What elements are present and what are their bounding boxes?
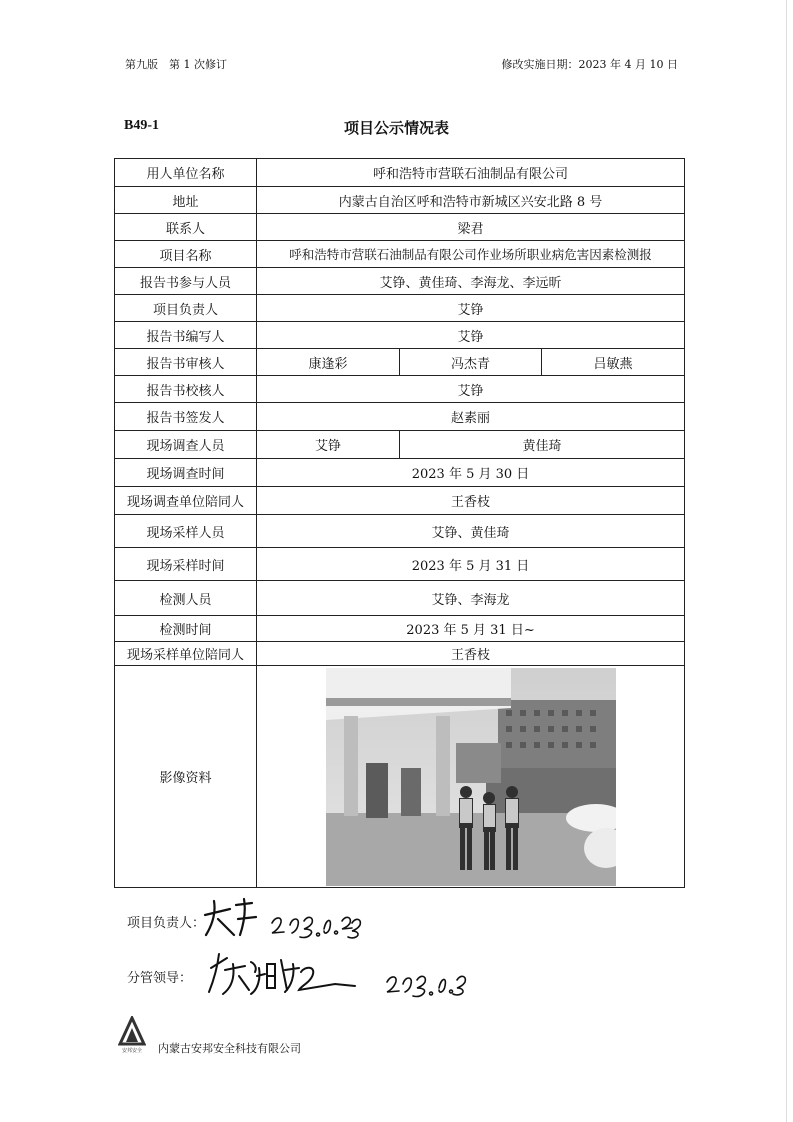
table-row (115, 666, 685, 888)
survey-staff-1: 艾铮 (257, 431, 400, 459)
table-row (115, 295, 685, 322)
project-lead-sign-date (270, 922, 271, 923)
sampling-escort-value: 王香枝 (257, 642, 685, 666)
table-row (115, 241, 685, 268)
project-lead-sign-label: 项目负责人： (127, 916, 206, 931)
testers-label: 检测人员 (115, 581, 257, 616)
test-time-label: 检测时间 (115, 616, 257, 642)
writer-value: 艾铮 (257, 322, 685, 349)
address-value: 内蒙古自治区呼和浩特市新城区兴安北路 8 号 (257, 187, 685, 214)
images-cell (257, 666, 685, 888)
writer-label: 报告书编写人 (115, 322, 257, 349)
survey-time-value: 2023 年 5 月 30 日 (257, 459, 685, 487)
table-row (115, 431, 685, 459)
survey-escort-value: 王香枝 (257, 487, 685, 515)
sampling-time-value: 2023 年 5 月 31 日 (257, 548, 685, 581)
reviewer-1: 康逢彩 (257, 349, 400, 376)
test-time-value: 2023 年 5 月 31 日~ (257, 616, 685, 642)
sampling-escort-label: 现场采样单位陪同人 (115, 642, 257, 666)
table-row (115, 322, 685, 349)
contact-label: 联系人 (115, 214, 257, 241)
table-row (115, 459, 685, 487)
manager-sign-label: 分管领导： (127, 971, 193, 986)
company-logo-icon (118, 1016, 146, 1054)
version-header: 第九版 第 1 次修订 (125, 58, 227, 71)
participants-value: 艾铮、黄佳琦、李海龙、李远昕 (257, 268, 685, 295)
table-row (115, 515, 685, 548)
participants-label: 报告书参与人员 (115, 268, 257, 295)
issuer-label: 报告书签发人 (115, 403, 257, 431)
project-info-table (114, 158, 685, 888)
contact-value: 梁君 (257, 214, 685, 241)
table-row (115, 548, 685, 581)
logo-text: 安邦安全 (121, 1048, 143, 1054)
table-row (115, 642, 685, 666)
scan-edge (786, 0, 787, 1122)
project-name-label: 项目名称 (115, 241, 257, 268)
document-code: B49-1 (124, 118, 159, 133)
reviewers-label: 报告书审核人 (115, 349, 257, 376)
issuer-value: 赵素丽 (257, 403, 685, 431)
reviewer-3: 吕敏燕 (542, 349, 685, 376)
proofreader-value: 艾铮 (257, 376, 685, 403)
table-row (115, 403, 685, 431)
sampling-staff-label: 现场采样人员 (115, 515, 257, 548)
manager-signature (205, 950, 485, 1000)
footer-company: 内蒙古安邦安全科技有限公司 (158, 1042, 301, 1055)
site-photo (326, 668, 616, 886)
employer-label: 用人单位名称 (115, 159, 257, 187)
table-row (115, 349, 685, 376)
table-row (115, 159, 685, 187)
survey-staff-2: 黄佳琦 (400, 431, 685, 459)
sampling-staff-value: 艾铮、黄佳琦 (257, 515, 685, 548)
table-row (115, 268, 685, 295)
employer-value: 呼和浩特市营联石油制品有限公司 (257, 159, 685, 187)
project-lead-signature (200, 895, 380, 940)
images-label: 影像资料 (115, 666, 257, 888)
address-label: 地址 (115, 187, 257, 214)
survey-escort-label: 现场调查单位陪同人 (115, 487, 257, 515)
table-row (115, 376, 685, 403)
table-row (115, 581, 685, 616)
survey-staff-label: 现场调查人员 (115, 431, 257, 459)
project-lead-value: 艾铮 (257, 295, 685, 322)
table-row (115, 487, 685, 515)
page-title: 项目公示情况表 (343, 119, 449, 137)
project-name-value: 呼和浩特市营联石油制品有限公司作业场所职业病危害因素检测报 (257, 241, 685, 268)
testers-value: 艾铮、李海龙 (257, 581, 685, 616)
table-row (115, 187, 685, 214)
project-lead-label: 项目负责人 (115, 295, 257, 322)
proofreader-label: 报告书校核人 (115, 376, 257, 403)
sampling-time-label: 现场采样时间 (115, 548, 257, 581)
table-row (115, 616, 685, 642)
revision-date-header: 修改实施日期：2023 年 4 月 10 日 (501, 58, 678, 71)
table-row (115, 214, 685, 241)
manager-sign-date (390, 975, 391, 976)
survey-time-label: 现场调查时间 (115, 459, 257, 487)
reviewer-2: 冯杰青 (400, 349, 542, 376)
